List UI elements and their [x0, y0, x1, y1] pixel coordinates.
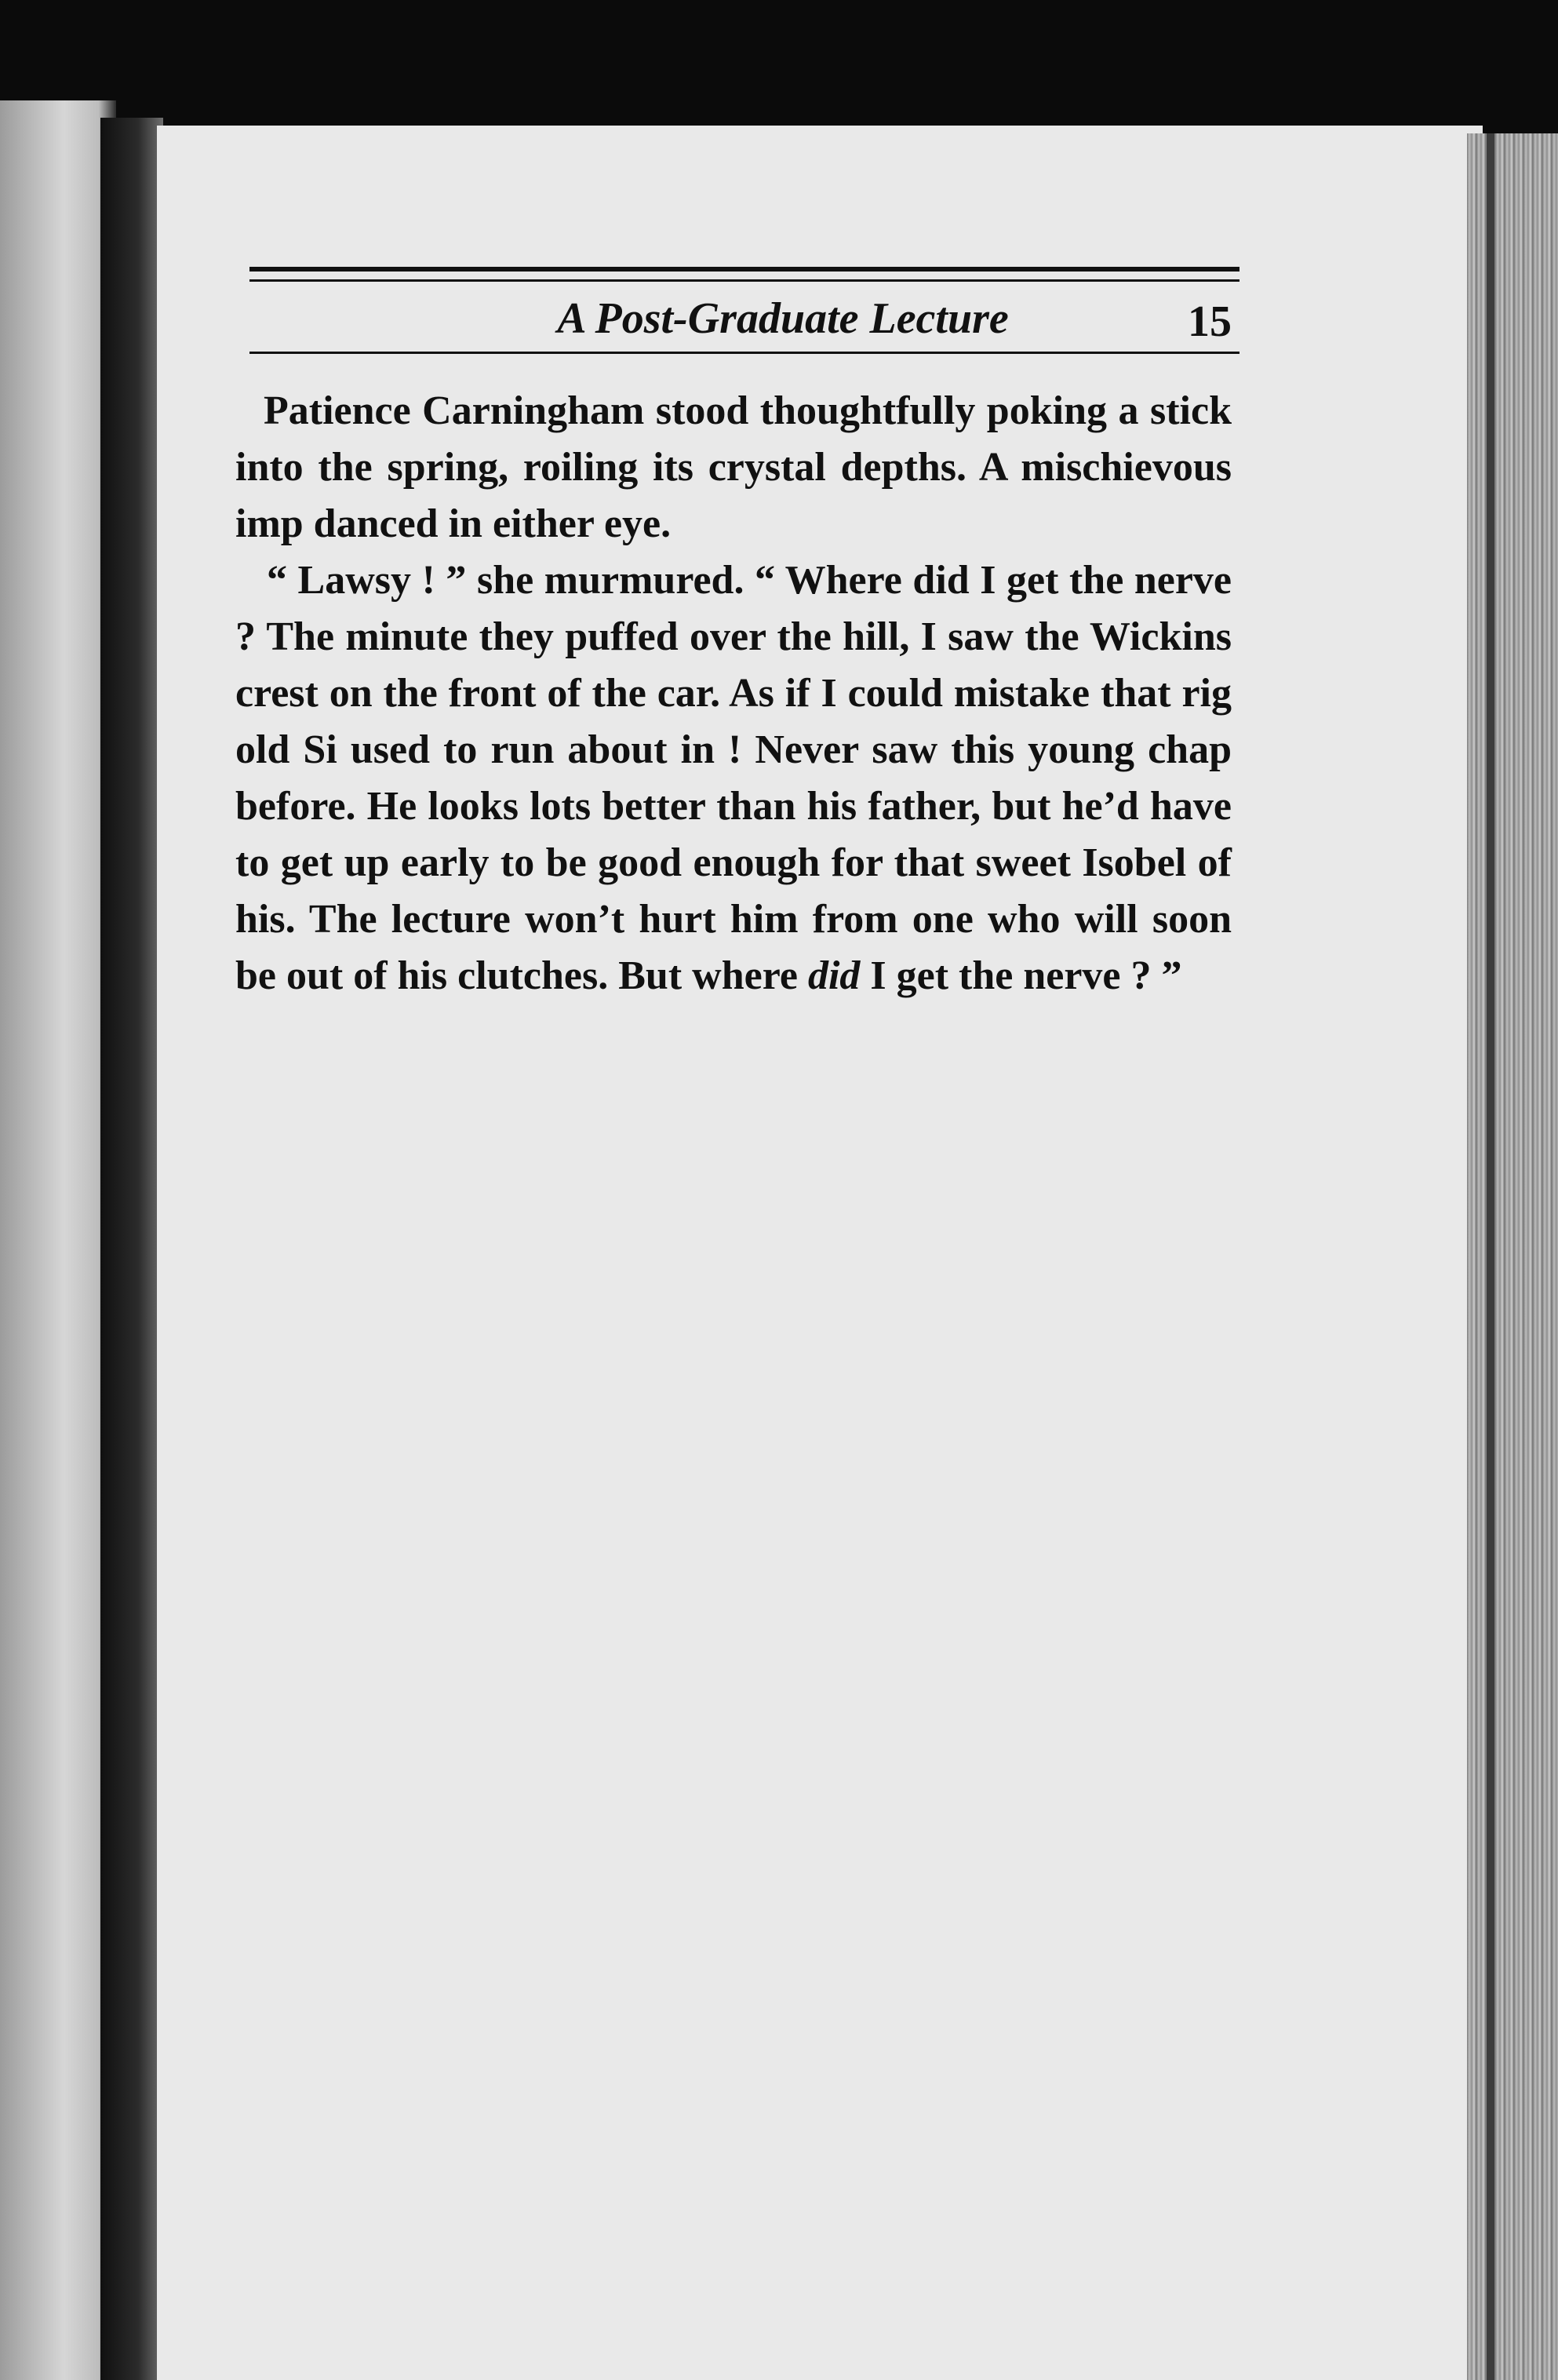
- running-title: A Post-Graduate Lecture: [557, 294, 1009, 343]
- emphasis-text: did: [807, 953, 861, 998]
- page-fore-edge: [1467, 133, 1558, 2380]
- page-edge-shadow: [1487, 133, 1494, 2380]
- running-head: [249, 289, 1239, 348]
- paragraph-text: “ Lawsy ! ” she murmured. “ Where did I get the nerve ? The minute they puffed over the hill, I saw the Wickins crest on the front of the car. As if I could mistake that rig old Si used to run about in ! Never saw this young chap before. He looks lots better than his father, but he’d have to get up early to be good enough for that sweet Isobel of his. The lecture won’t hurt him from one who will soon be out of his clutches. But where: [235, 558, 1232, 998]
- header-rule-bottom: [249, 352, 1239, 354]
- left-page-edge: [0, 100, 116, 2380]
- page-number: 15: [1188, 297, 1232, 346]
- paragraph: [235, 552, 1232, 1004]
- paragraph-text: I get the nerve ? ”: [870, 953, 1182, 998]
- header-rule-thick: [249, 267, 1239, 272]
- header-rule-thin: [249, 279, 1239, 282]
- book-gutter: [100, 118, 163, 2380]
- paragraph: Patience Carningham stood thoughtfully poking a stick into the spring, roiling its crystal depths. A mischievous imp danced in either eye.: [235, 388, 1232, 546]
- body-text: [235, 383, 1232, 1004]
